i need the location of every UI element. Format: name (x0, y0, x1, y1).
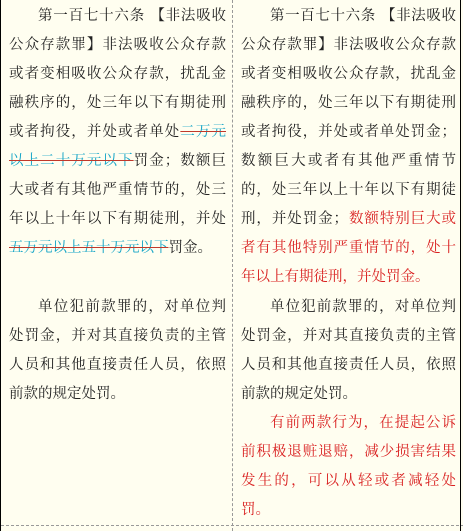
article-paragraph-amended (241, 2, 456, 292)
amended-text-column (233, 0, 462, 531)
deleted-fine-range-1: 二万元以上二十万元以下 (9, 124, 227, 169)
article-paragraph-original (9, 2, 226, 263)
article-text-cont: 罚金；数额巨大或者有其他严重情节的，处三年以上十年以下有期徒刑，并处 (9, 153, 227, 227)
deleted-fine-range-2: 五万元以上五十万元以下 (9, 240, 169, 256)
unit-crime-paragraph-amended: 单位犯前款罪的，对单位判处罚金，并对其直接负责的主管人员和其他直接责任人员，依照前款的规定处罚。 (241, 299, 456, 402)
original-text-column (1, 0, 232, 531)
added-restitution-paragraph: 有前两款行为，在提起公诉前积极退赃退赔，减少损害结果发生的，可以从轻或者减轻处罚。 (241, 415, 456, 518)
unit-crime-paragraph-original: 单位犯前款罪的，对单位判处罚金，并对其直接负责的主管人员和其他直接责任人员，依照前款的规定处罚。 (9, 299, 226, 402)
table-bottom-border (1, 525, 463, 526)
added-severe-clause: 数额特别巨大或者有其他特别严重情节的，处十年以上有期徒刑，并处罚金。 (241, 211, 457, 285)
article-text: 第一百七十六条 【非法吸收公众存款罪】非法吸收公众存款或者变相吸收公众存款，扰乱金融秩序的，处三年以下有期徒刑或者拘役，并处或者单处 (9, 8, 226, 140)
article-text-end: 罚金。 (168, 240, 212, 256)
article-text: 第一百七十六条 【非法吸收公众存款罪】非法吸收公众存款或者变相吸收公众存款，扰乱金融秩序的，处三年以下有期徒刑或者拘役，并处或者单处罚金；数额巨大或者有其他严重情节的，处三年以上十年以下有期徒刑，并处罚金； (241, 8, 456, 227)
